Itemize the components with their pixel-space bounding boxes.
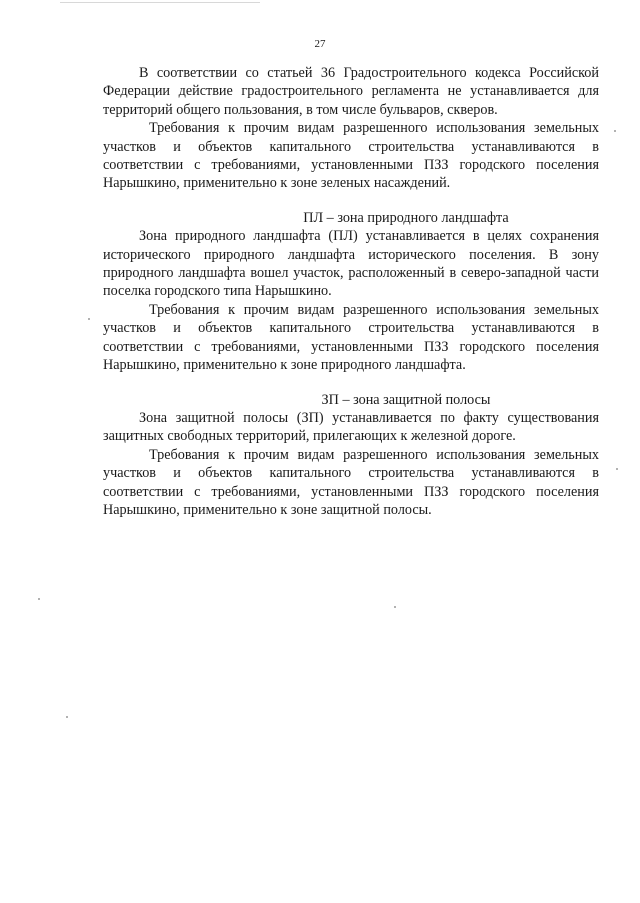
paragraph: Требования к прочим видам разрешенного использования земельных участков и объектов капитального строительства устанавливаются в соответствии с требованиями, установленными ПЗЗ городского поселения Нарышкино, применительно к зоне природного ландшафта.: [103, 301, 599, 374]
section-intro: [103, 64, 599, 193]
section-heading: ЗП – зона защитной полосы: [321, 391, 491, 408]
scan-speck: [616, 468, 618, 470]
scan-speck: [88, 318, 90, 320]
scan-speck: [614, 130, 616, 132]
paragraph: Зона природного ландшафта (ПЛ) устанавливается в целях сохранения исторического природного ландшафта исторического поселения. В зону природного ландшафта вошел участок, расположенный в северо-западной части поселка городского типа Нарышкино.: [103, 228, 599, 300]
scan-speck: [394, 606, 396, 608]
section-heading: ПЛ – зона природного ландшафта: [303, 209, 509, 226]
scan-edge-line: [60, 2, 260, 3]
paragraph: Зона защитной полосы (ЗП) устанавливается по факту существования защитных свободных территорий, прилегающих к железной дороге.: [103, 409, 599, 445]
document-body: [103, 64, 599, 519]
scan-speck: [38, 598, 40, 600]
paragraph: Требования к прочим видам разрешенного использования земельных участков и объектов капитального строительства устанавливаются в соответствии с требованиями, установленными ПЗЗ городского поселения Нарышкино, применительно к зоне зеленых насаждений.: [103, 120, 599, 192]
paragraph: В соответствии со статьей 36 Градостроительного кодекса Российской Федерации действие градостроительного регламента не устанавливается для территорий общего пользования, в том числе бульваров, скверов.: [103, 65, 599, 118]
scan-speck: [66, 716, 68, 718]
page-number: 27: [314, 38, 326, 50]
section-protective-strip: [103, 391, 599, 520]
section-natural-landscape: [103, 209, 599, 375]
paragraph: Требования к прочим видам разрешенного использования земельных участков и объектов капитального строительства устанавливаются в соответствии с требованиями, установленными ПЗЗ городского поселения Нарышкино, применительно к зоне защитной полосы.: [103, 446, 599, 518]
